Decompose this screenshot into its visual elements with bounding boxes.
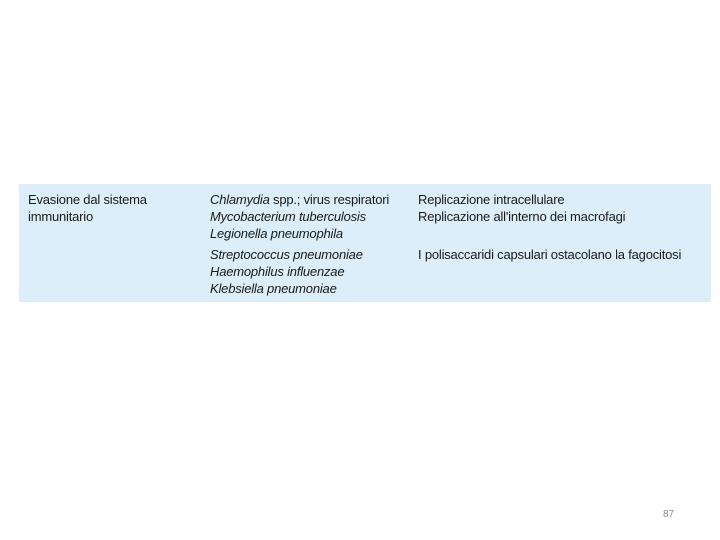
- mechanism-line-1: Replicazione intracellulare: [418, 192, 565, 207]
- mechanism-line-3: I polisaccaridi capsulari ostacolano la fagocitosi: [418, 247, 682, 262]
- mechanism-cell: [418, 191, 708, 263]
- pathogen-line-1-rest: spp.; virus respiratori: [269, 192, 390, 207]
- category-text-line-2: immunitario: [28, 209, 93, 224]
- pathogen-line-4: Streptococcus pneumoniae: [210, 247, 363, 262]
- pathogen-line-2: Mycobacterium tuberculosis: [210, 209, 366, 224]
- pathogen-line-3: Legionella pneumophila: [210, 226, 343, 241]
- mechanism-spacer-1: [418, 225, 708, 242]
- category-text-line-1: Evasione dal sistema: [28, 192, 147, 207]
- pathogens-cell: [210, 191, 415, 297]
- page-number: 87: [663, 509, 675, 520]
- category-cell: [28, 191, 198, 225]
- pathogen-line-1: [210, 191, 415, 208]
- pathogen-line-5: Haemophilus influenzae: [210, 264, 345, 279]
- mechanism-line-2: Replicazione all'interno dei macrofagi: [418, 209, 626, 224]
- pathogen-genus-chlamydia: Chlamydia: [210, 192, 270, 207]
- pathogen-line-6: Klebsiella pneumoniae: [210, 281, 337, 296]
